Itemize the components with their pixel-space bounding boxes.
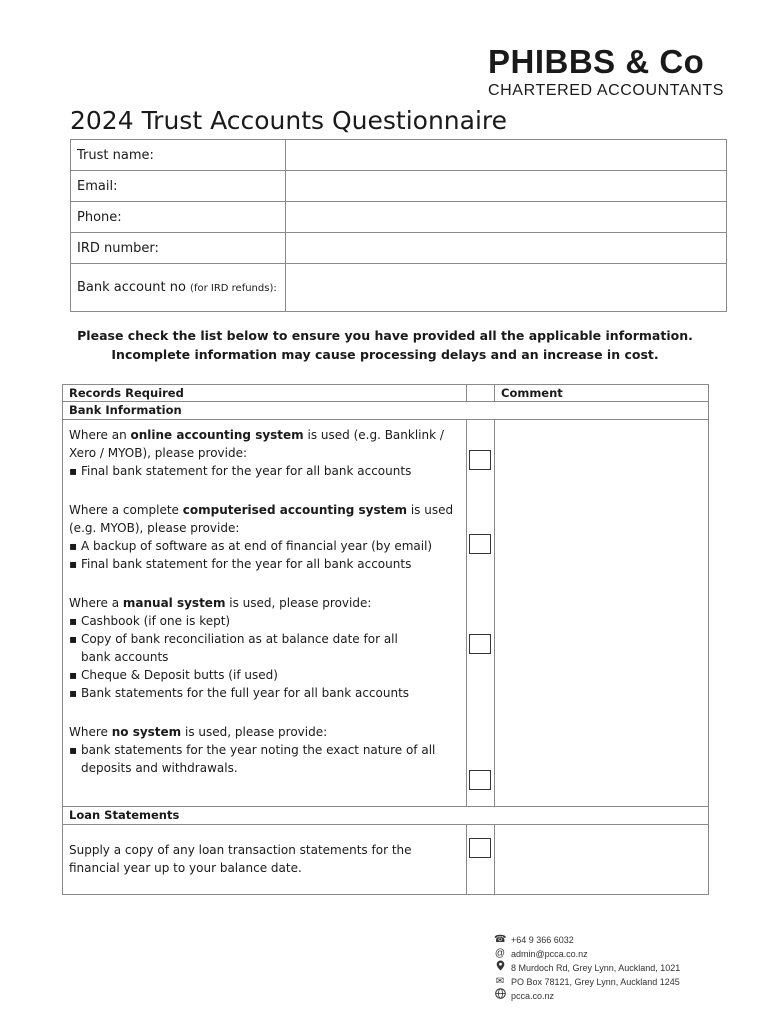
- phone-icon: ☎: [494, 934, 507, 945]
- contact-web-row: [494, 989, 680, 1003]
- email-field[interactable]: [286, 171, 727, 202]
- online-intro-2: Xero / MYOB), please provide:: [69, 446, 248, 460]
- logo-name: PHIBBS & Co: [488, 43, 705, 80]
- contact-email[interactable]: admin@pcca.co.nz: [511, 949, 588, 959]
- list-item: ▪ Bank statements for the full year for all bank accounts: [69, 686, 410, 700]
- manual-bullet-2: Copy of bank reconciliation as at balance date for all: [80, 632, 398, 646]
- loan-checkbox-cell: [467, 825, 495, 895]
- contact-web[interactable]: pcca.co.nz: [511, 991, 555, 1001]
- list-item: ▪ Cashbook (if one is kept): [69, 614, 231, 628]
- phone-field[interactable]: [286, 202, 727, 233]
- notice-line-1: Please check the list below to ensure you have provided all the applicable information.: [77, 328, 693, 343]
- list-item: ▪ Cheque & Deposit butts (if used): [69, 668, 278, 682]
- bank-account-row: [71, 264, 727, 312]
- notice: [60, 326, 710, 364]
- no-system-checkbox[interactable]: [469, 770, 491, 790]
- list-item: ▪ bank statements for the year noting the exact nature of all: [69, 743, 436, 757]
- manual-system-block: [69, 573, 460, 702]
- computerised-bullet-1: A backup of software as at end of financial year (by email): [80, 539, 433, 553]
- contact-address-row: [494, 961, 680, 975]
- list-item: ▪ Copy of bank reconciliation as at balance date for all: [69, 632, 398, 646]
- bank-account-note: (for IRD refunds):: [190, 283, 277, 294]
- list-item: ▪ Final bank statement for the year for all bank accounts: [69, 557, 412, 571]
- checkbox-header: [467, 385, 495, 402]
- manual-bullet-4: Bank statements for the full year for all bank accounts: [80, 686, 410, 700]
- contact-address: 8 Murdoch Rd, Grey Lynn, Auckland, 1021: [511, 963, 681, 973]
- contact-phone-row: [494, 933, 680, 947]
- envelope-icon: ✉: [495, 976, 505, 987]
- bank-account-label: Bank account no: [77, 280, 186, 295]
- manual-pre: Where a: [69, 596, 123, 610]
- nosystem-bullet-1-cont: deposits and withdrawals.: [81, 761, 238, 775]
- nosystem-intro: [69, 723, 460, 741]
- loan-line-2: financial year up to your balance date.: [69, 861, 302, 875]
- loan-text: [69, 825, 460, 877]
- online-system-block: [69, 420, 460, 480]
- loan-section-row: [63, 807, 709, 825]
- trust-name-field[interactable]: [286, 140, 727, 171]
- online-system-checkbox[interactable]: [469, 450, 491, 470]
- contact-email-row: [494, 947, 680, 961]
- bank-checkbox-cell: [467, 420, 495, 807]
- notice-line-2: Incomplete information may cause processing delays and an increase in cost.: [111, 347, 659, 362]
- phone-row: [71, 202, 727, 233]
- nosystem-bold: no system: [111, 725, 182, 739]
- online-post: is used (e.g. Banklink /: [303, 428, 444, 442]
- company-logo: [488, 43, 725, 100]
- computerised-bold: computerised accounting system: [182, 503, 408, 517]
- records-table: [62, 384, 709, 895]
- loan-records-row: [63, 825, 709, 895]
- nosystem-pre: Where: [69, 725, 112, 739]
- phone-label: Phone:: [71, 202, 286, 233]
- manual-bullet-2-cont: bank accounts: [81, 650, 169, 664]
- at-icon: @: [494, 948, 506, 959]
- nosystem-post: is used, please provide:: [181, 725, 328, 739]
- bank-section-row: [63, 402, 709, 420]
- loan-records-cell: [63, 825, 467, 895]
- bank-comment-cell[interactable]: [495, 420, 709, 807]
- manual-system-checkbox[interactable]: [469, 634, 491, 654]
- loan-line-1: Supply a copy of any loan transaction statements for the: [69, 843, 412, 857]
- list-item: ▪ Final bank statement for the year for all bank accounts: [69, 464, 412, 478]
- records-header-row: [63, 385, 709, 402]
- bank-account-label-cell: [71, 264, 286, 312]
- no-system-block: [69, 702, 460, 777]
- trust-name-label: Trust name:: [71, 140, 286, 171]
- online-pre: Where an: [69, 428, 131, 442]
- records-required-header: Records Required: [63, 385, 467, 402]
- online-bullet-1: Final bank statement for the year for all bank accounts: [80, 464, 412, 478]
- bank-records-cell: [63, 420, 467, 807]
- loan-checkbox[interactable]: [469, 838, 491, 858]
- loan-section-title: Loan Statements: [63, 807, 709, 825]
- bank-account-field[interactable]: [286, 264, 727, 312]
- page-title: 2024 Trust Accounts Questionnaire: [70, 106, 508, 135]
- contact-phone: +64 9 366 6032: [511, 935, 574, 945]
- bank-records-row: [63, 420, 709, 807]
- comment-header: Comment: [495, 385, 709, 402]
- contact-pobox: PO Box 78121, Grey Lynn, Auckland 1245: [511, 977, 680, 987]
- online-intro: [69, 426, 460, 444]
- manual-bold: manual system: [122, 596, 226, 610]
- manual-bullet-1: Cashbook (if one is kept): [80, 614, 231, 628]
- loan-comment-cell[interactable]: [495, 825, 709, 895]
- globe-icon: [494, 988, 506, 1004]
- trust-name-row: [71, 140, 727, 171]
- nosystem-bullet-1: bank statements for the year noting the exact nature of all: [80, 743, 436, 757]
- logo-subtitle: CHARTERED ACCOUNTANTS: [488, 82, 725, 99]
- ird-number-label: IRD number:: [71, 233, 286, 264]
- email-row: [71, 171, 727, 202]
- manual-bullet-3: Cheque & Deposit butts (if used): [80, 668, 278, 682]
- computerised-post: is used: [407, 503, 454, 517]
- computerised-bullet-2: Final bank statement for the year for all bank accounts: [80, 557, 412, 571]
- ird-number-field[interactable]: [286, 233, 727, 264]
- email-label: Email:: [71, 171, 286, 202]
- online-bold: online accounting system: [130, 428, 304, 442]
- contact-pobox-row: [494, 975, 680, 989]
- computerised-system-block: [69, 480, 460, 573]
- computerised-intro-2: (e.g. MYOB), please provide:: [69, 521, 240, 535]
- list-item: ▪ A backup of software as at end of financial year (by email): [69, 539, 433, 553]
- computerised-intro: [69, 501, 460, 519]
- computerised-pre: Where a complete: [69, 503, 183, 517]
- trust-info-table: [70, 139, 727, 312]
- bank-section-title: Bank Information: [63, 402, 709, 420]
- manual-post: is used, please provide:: [225, 596, 372, 610]
- ird-number-row: [71, 233, 727, 264]
- location-pin-icon: [494, 960, 506, 976]
- manual-intro: [69, 594, 460, 612]
- computerised-system-checkbox[interactable]: [469, 534, 491, 554]
- contact-details: [494, 933, 680, 1003]
